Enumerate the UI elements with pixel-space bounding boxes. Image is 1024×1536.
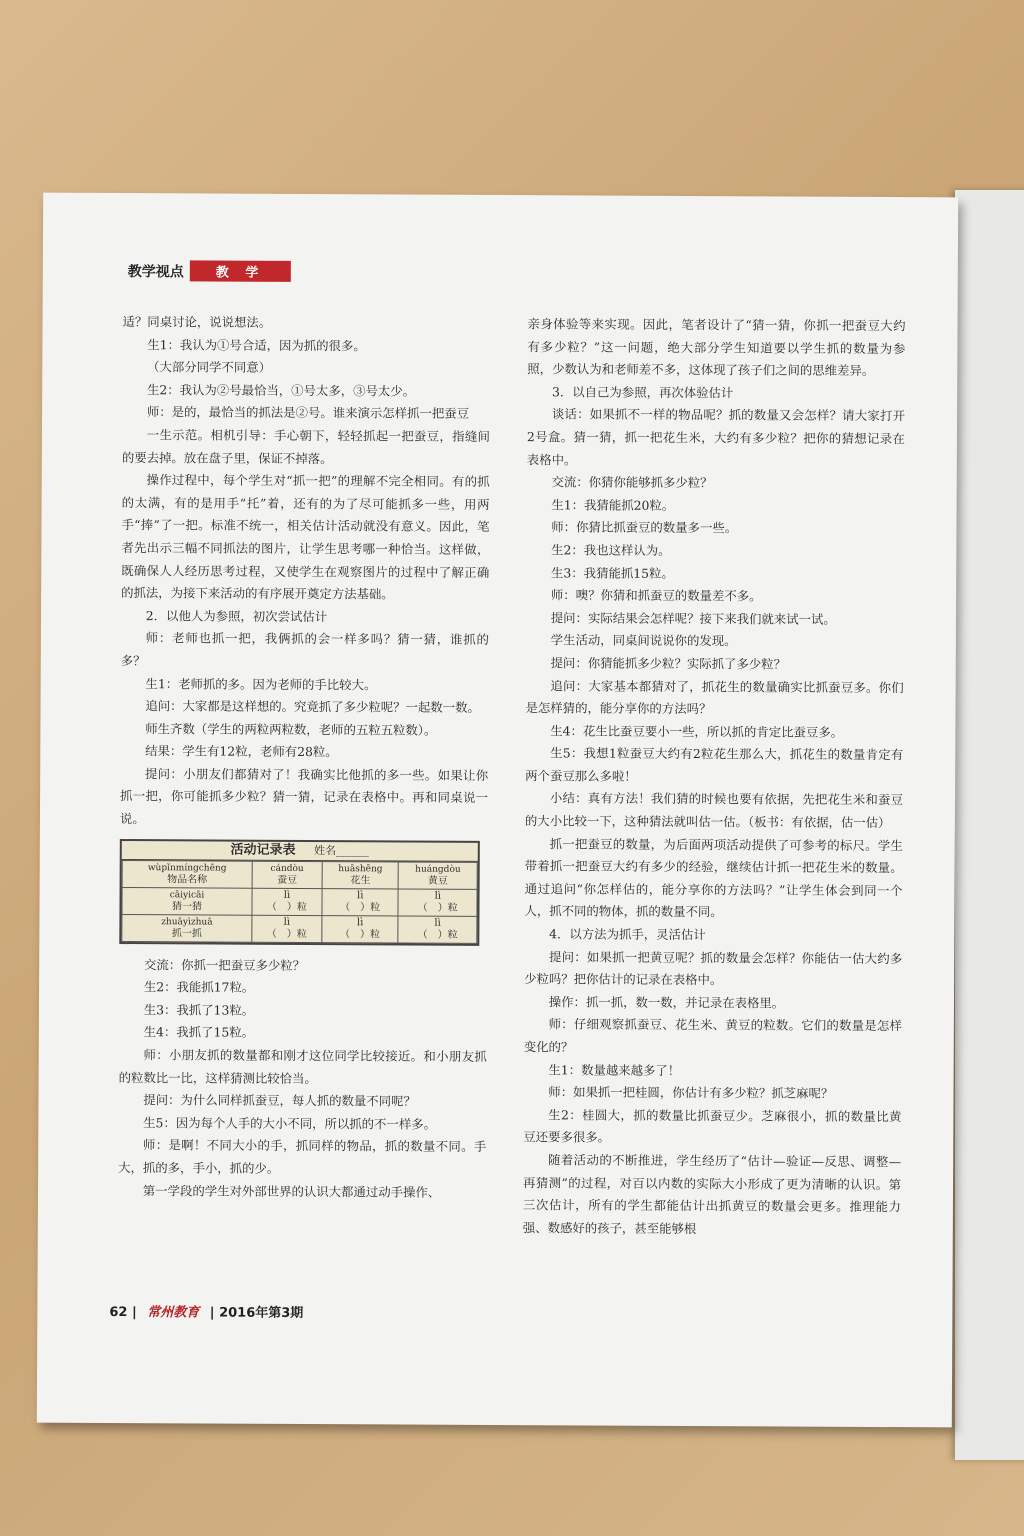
right-column xyxy=(523,313,906,1241)
paragraph: 师：噢？你猜和抓蚕豆的数量差不多。 xyxy=(550,587,762,604)
paragraph: 结果：学生有12粒，老师有28粒。 xyxy=(145,743,338,760)
paragraph: 提问：小朋友们都猜对了！我确实比他抓的多一些。如果让你抓一把，你可能抓多少粒？猜一猜，记录在表格中。再和同桌说一说。 xyxy=(119,766,489,827)
paragraph: 2．以他人为参照，初次尝试估计 xyxy=(145,607,328,624)
paragraph: 师：如果抓一把桂圆，你估计有多少粒？抓芝麻呢？ xyxy=(548,1084,834,1101)
table-title: 活动记录表 xyxy=(230,842,296,858)
paragraph: 追问：大家都是这样想的。究竟抓了多少粒呢？一起数一数。 xyxy=(145,698,480,715)
paragraph: 第一学段的学生对外部世界的认识大都通过动手操作、 xyxy=(142,1182,441,1200)
paragraph: 一生示范。相机引导：手心朝下，轻轻抓起一把蚕豆，指缝间的要去掉。放在盘子里，保证不掉落。 xyxy=(121,427,490,466)
paragraph: 适？同桌讨论，说说想法。 xyxy=(122,314,272,330)
paragraph: 师：仔细观察抓蚕豆、花生米、黄豆的粒数。它们的数量是怎样变化的？ xyxy=(523,1016,902,1055)
table-cell: lì （ ）粒 xyxy=(322,888,399,915)
paragraph: 操作：抓一抓，数一数，并记录在表格里。 xyxy=(548,994,785,1011)
table-cell: lì （ ）粒 xyxy=(252,888,322,915)
page-footer: 62 | 常州教育 | 2016年第3期 xyxy=(109,1304,304,1321)
table-row xyxy=(122,914,477,943)
magazine-page xyxy=(37,193,958,1428)
paragraph: 生2：我能抓17粒。 xyxy=(143,979,255,995)
magazine-logo: 常州教育 xyxy=(147,1305,200,1321)
paragraph: 小结：真有方法！我们猜的时候也要有依据，先把花生米和蚕豆的大小比较一下，这种猜法就叫估一估。（板书：有依据，估一估） xyxy=(524,790,904,831)
paragraph: 提问：如果抓一把黄豆呢？抓的数量会怎样？你能估一估大约多少粒吗？把你估计的记录在表格中。 xyxy=(524,948,903,988)
row-label-cell: cāiyicāi 猜一猜 xyxy=(122,887,252,915)
table-cell: lì （ ）粒 xyxy=(252,915,322,942)
left-column xyxy=(118,311,491,1204)
record-table-grid xyxy=(121,860,477,944)
paragraph: 3．以自己为参照，再次体验估计 xyxy=(551,384,734,401)
paragraph: 提问：你猜能抓多少粒？实际抓了多少粒？ xyxy=(550,655,787,672)
section-tag: 教 学 xyxy=(190,260,291,282)
paragraph: 生1：我认为①号合适，因为抓的很多。 xyxy=(147,336,366,353)
table-header-cell: wùpǐnmíngchēng 物品名称 xyxy=(122,860,252,888)
table-header-cell: huángdòu 黄豆 xyxy=(399,862,478,889)
activity-record-table xyxy=(119,839,480,946)
paragraph: （大部分同学不同意） xyxy=(147,359,272,375)
paragraph: 操作过程中，每个学生对“抓一把”的理解不完全相同。有的抓的太满，有的是用手“托”着，还有的为了尽可能抓多一些，用两手“捧”了一把。标准不统一，相关估计活动就没有意义。因此，笔者先出示三幅不同抓法的图片，让学生思考哪一种恰当。这样做，既确保人人经历思考过程，又使学生在观察图片的过程中了解正确的抓法，为接下来活动的有序展开奠定方法基础。 xyxy=(121,472,490,602)
paragraph: 生1：数量越来越多了！ xyxy=(548,1061,681,1078)
issue-label: 2016年第3期 xyxy=(219,1305,304,1321)
paragraph: 交流：你抓一把蚕豆多少粒？ xyxy=(143,956,306,973)
paragraph: 4．以方法为抓手，灵活估计 xyxy=(549,926,706,943)
paragraph: 随着活动的不断推进，学生经历了“估计—验证—反思、调整—再猜测”的过程，对百以内数的实际大小形成了更为清晰的认识。第三次估计，所有的学生都能估计出抓黄豆的数量会更多。推理能力强、数感好的孩子，甚至能够根 xyxy=(522,1152,902,1236)
paragraph: 生3：我抓了13粒。 xyxy=(143,1001,255,1018)
paragraph: 生4：我抓了15粒。 xyxy=(143,1024,255,1041)
paragraph: 提问：为什么同样抓蚕豆，每人抓的数量不同呢？ xyxy=(143,1092,416,1109)
paragraph: 生1：我猜能抓20粒。 xyxy=(551,497,675,513)
table-header-cell: cándòu 蚕豆 xyxy=(252,861,322,888)
paragraph: 生2：桂圆大，抓的数量比抓蚕豆少。芝麻很小，抓的数量比黄豆还要多很多。 xyxy=(523,1107,902,1145)
table-cell: lì （ ）粒 xyxy=(398,916,477,943)
paragraph: 师：是的，最恰当的抓法是②号。谁来演示怎样抓一把蚕豆 xyxy=(146,404,470,422)
paragraph: 生5：我想1粒蚕豆大约有2粒花生那么大，抓花生的数量肯定有两个蚕豆那么多啦！ xyxy=(525,745,904,784)
paragraph: 生1：老师抓的多。因为老师的手比较大。 xyxy=(145,675,377,692)
paragraph: 生3：我猜能抓15粒。 xyxy=(551,564,674,581)
page-number: 62 xyxy=(109,1304,128,1321)
paragraph: 师：你猜比抓蚕豆的数量多一些。 xyxy=(551,519,738,536)
row-label-cell: zhuāyìzhuā 抓一抓 xyxy=(122,914,252,942)
paragraph: 亲身体验等来实现。因此，笔者设计了“猜一猜，你抓一把蚕豆大约有多少粒？”这一问题，绝大部分学生知道要以学生抓的数量为参照，少数认为和老师差不多，这体现了孩子们之间的思维差异。 xyxy=(527,316,906,379)
table-cell: lì （ ）粒 xyxy=(398,889,477,916)
paragraph: 生5：因为每个人手的大小不同，所以抓的不一样多。 xyxy=(143,1114,437,1132)
page-header xyxy=(128,260,291,282)
paragraph: 师：小朋友抓的数量都和刚才这位同学比较接近。和小朋友抓的粒数比一比，这样猜测比较恰当。 xyxy=(118,1047,487,1086)
section-title: 教学视点 xyxy=(127,263,184,280)
paragraph: 交流：你猜你能够抓多少粒？ xyxy=(551,474,713,491)
paragraph: 提问：实际结果会怎样呢？接下来我们就来试一试。 xyxy=(550,609,836,627)
paragraph: 生2：我也这样认为。 xyxy=(551,542,671,558)
paragraph: 抓一把蚕豆的数量，为后面两项活动提供了可参考的标尺。学生带着抓一把蚕豆大约有多少的经验，继续估计抓一把花生米的数量。通过追问“你怎样估的，能分享你的方法吗？”让学生体会到同一个人，抓不同的物体，抓的数量不同。 xyxy=(524,835,903,920)
paragraph: 生2：我认为②号最恰当，①号太多，③号太少。 xyxy=(146,381,416,399)
adjacent-page-edge xyxy=(955,190,1024,1460)
paragraph: 师生齐数（学生的两粒两粒数，老师的五粒五粒数）。 xyxy=(145,720,437,738)
paragraph: 生4：花生比蚕豆要小一些，所以抓的肯定比蚕豆多。 xyxy=(550,722,844,740)
table-cell: lì （ ）粒 xyxy=(322,915,399,942)
paragraph: 师：老师也抓一把，我俩抓的会一样多吗？猜一猜，谁抓的多？ xyxy=(120,630,489,669)
table-row xyxy=(122,887,477,916)
table-header-cell: huāshēng 花生 xyxy=(322,861,399,888)
paragraph: 追问：大家基本都猜对了，抓花生的数量确实比抓蚕豆多。你们是怎样猜的，能分享你的方法吗？ xyxy=(525,677,904,717)
paragraph: 师：是啊！不同大小的手，抓同样的物品，抓的数量不同。手大，抓的多，手小，抓的少。 xyxy=(118,1137,487,1176)
paragraph: 谈话：如果抓不一样的物品呢？抓的数量又会怎样？请大家打开2号盒。猜一猜，抓一把花生米，大约有多少粒？把你的猜想记录在表格中。 xyxy=(526,406,906,467)
paragraph: 学生活动，同桌间说说你的发现。 xyxy=(550,632,737,649)
table-name-field: 姓名______ xyxy=(314,843,370,857)
